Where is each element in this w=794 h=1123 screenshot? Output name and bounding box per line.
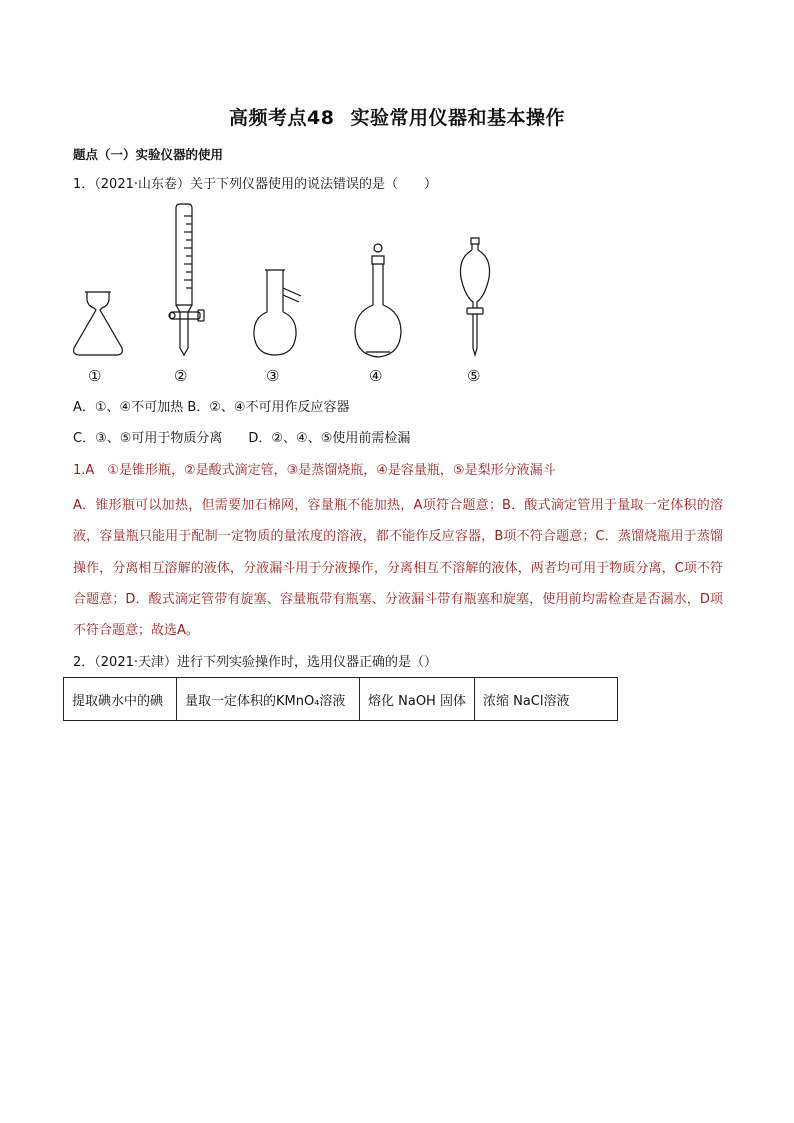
conical-flask-icon xyxy=(74,292,123,355)
question-1-stem: 1．（2021·山东卷）关于下列仪器使用的说法错误的是（ ） xyxy=(73,177,437,192)
separatory-funnel-icon xyxy=(460,238,489,355)
table-cell: 浓缩 NaCl溶液 xyxy=(474,678,617,721)
question-1-options-cd: C．③、⑤可用于物质分离 D．②、④、⑤使用前需检漏 xyxy=(73,431,411,446)
title-part-1: 高频考点48 xyxy=(229,107,335,129)
table-cell: 量取一定体积的KMnO₄溶液 xyxy=(177,678,360,721)
table-cell: 提取碘水中的碘 xyxy=(64,678,177,721)
apparatus-label-2: ② xyxy=(174,367,188,385)
question-2-stem: 2．（2021·天津）进行下列实验操作时，选用仪器正确的是（） xyxy=(73,655,437,670)
question-1-options-ab: A．①、④不可加热 B．②、④不可用作反应容器 xyxy=(73,400,350,415)
answer-explanation: A．锥形瓶可以加热，但需要加石棉网，容量瓶不能加热，A项符合题意；B．酸式滴定管用于量取一定体积的溶液，容量瓶只能用于配制一定物质的量浓度的溶液，都不能作反应容器，B项不符合题意；C．蒸馏烧瓶用于蒸馏操作，分离相互溶解的液体，分液漏斗用于分液操作，分离相互不溶解的液体，两者均可用于物质分离，C项不符合题意；D．酸式滴定管带有旋塞、容量瓶带有瓶塞、分液漏斗带有瓶塞和旋塞，使用前均需检查是否漏水，D项不符合题意；故选A。 xyxy=(73,498,723,639)
section-heading: 题点（一）实验仪器的使用 xyxy=(73,147,224,162)
answer-line: 1.A ①是锥形瓶，②是酸式滴定管，③是蒸馏烧瓶，④是容量瓶，⑤是梨形分液漏斗 xyxy=(73,463,556,478)
table-cell: 熔化 NaOH 固体 xyxy=(360,678,475,721)
apparatus-label-3: ③ xyxy=(266,367,280,385)
apparatus-label-4: ④ xyxy=(369,367,383,385)
apparatus-figure xyxy=(60,200,520,390)
distillation-flask-icon xyxy=(254,270,301,355)
volumetric-flask-icon xyxy=(355,244,401,357)
table-row xyxy=(64,678,618,721)
page-title xyxy=(0,103,794,130)
apparatus-label-1: ① xyxy=(88,367,102,385)
burette-icon xyxy=(169,204,204,355)
question-2-table xyxy=(63,677,618,721)
title-part-2: 实验常用仪器和基本操作 xyxy=(350,107,565,129)
apparatus-label-5: ⑤ xyxy=(467,367,481,385)
